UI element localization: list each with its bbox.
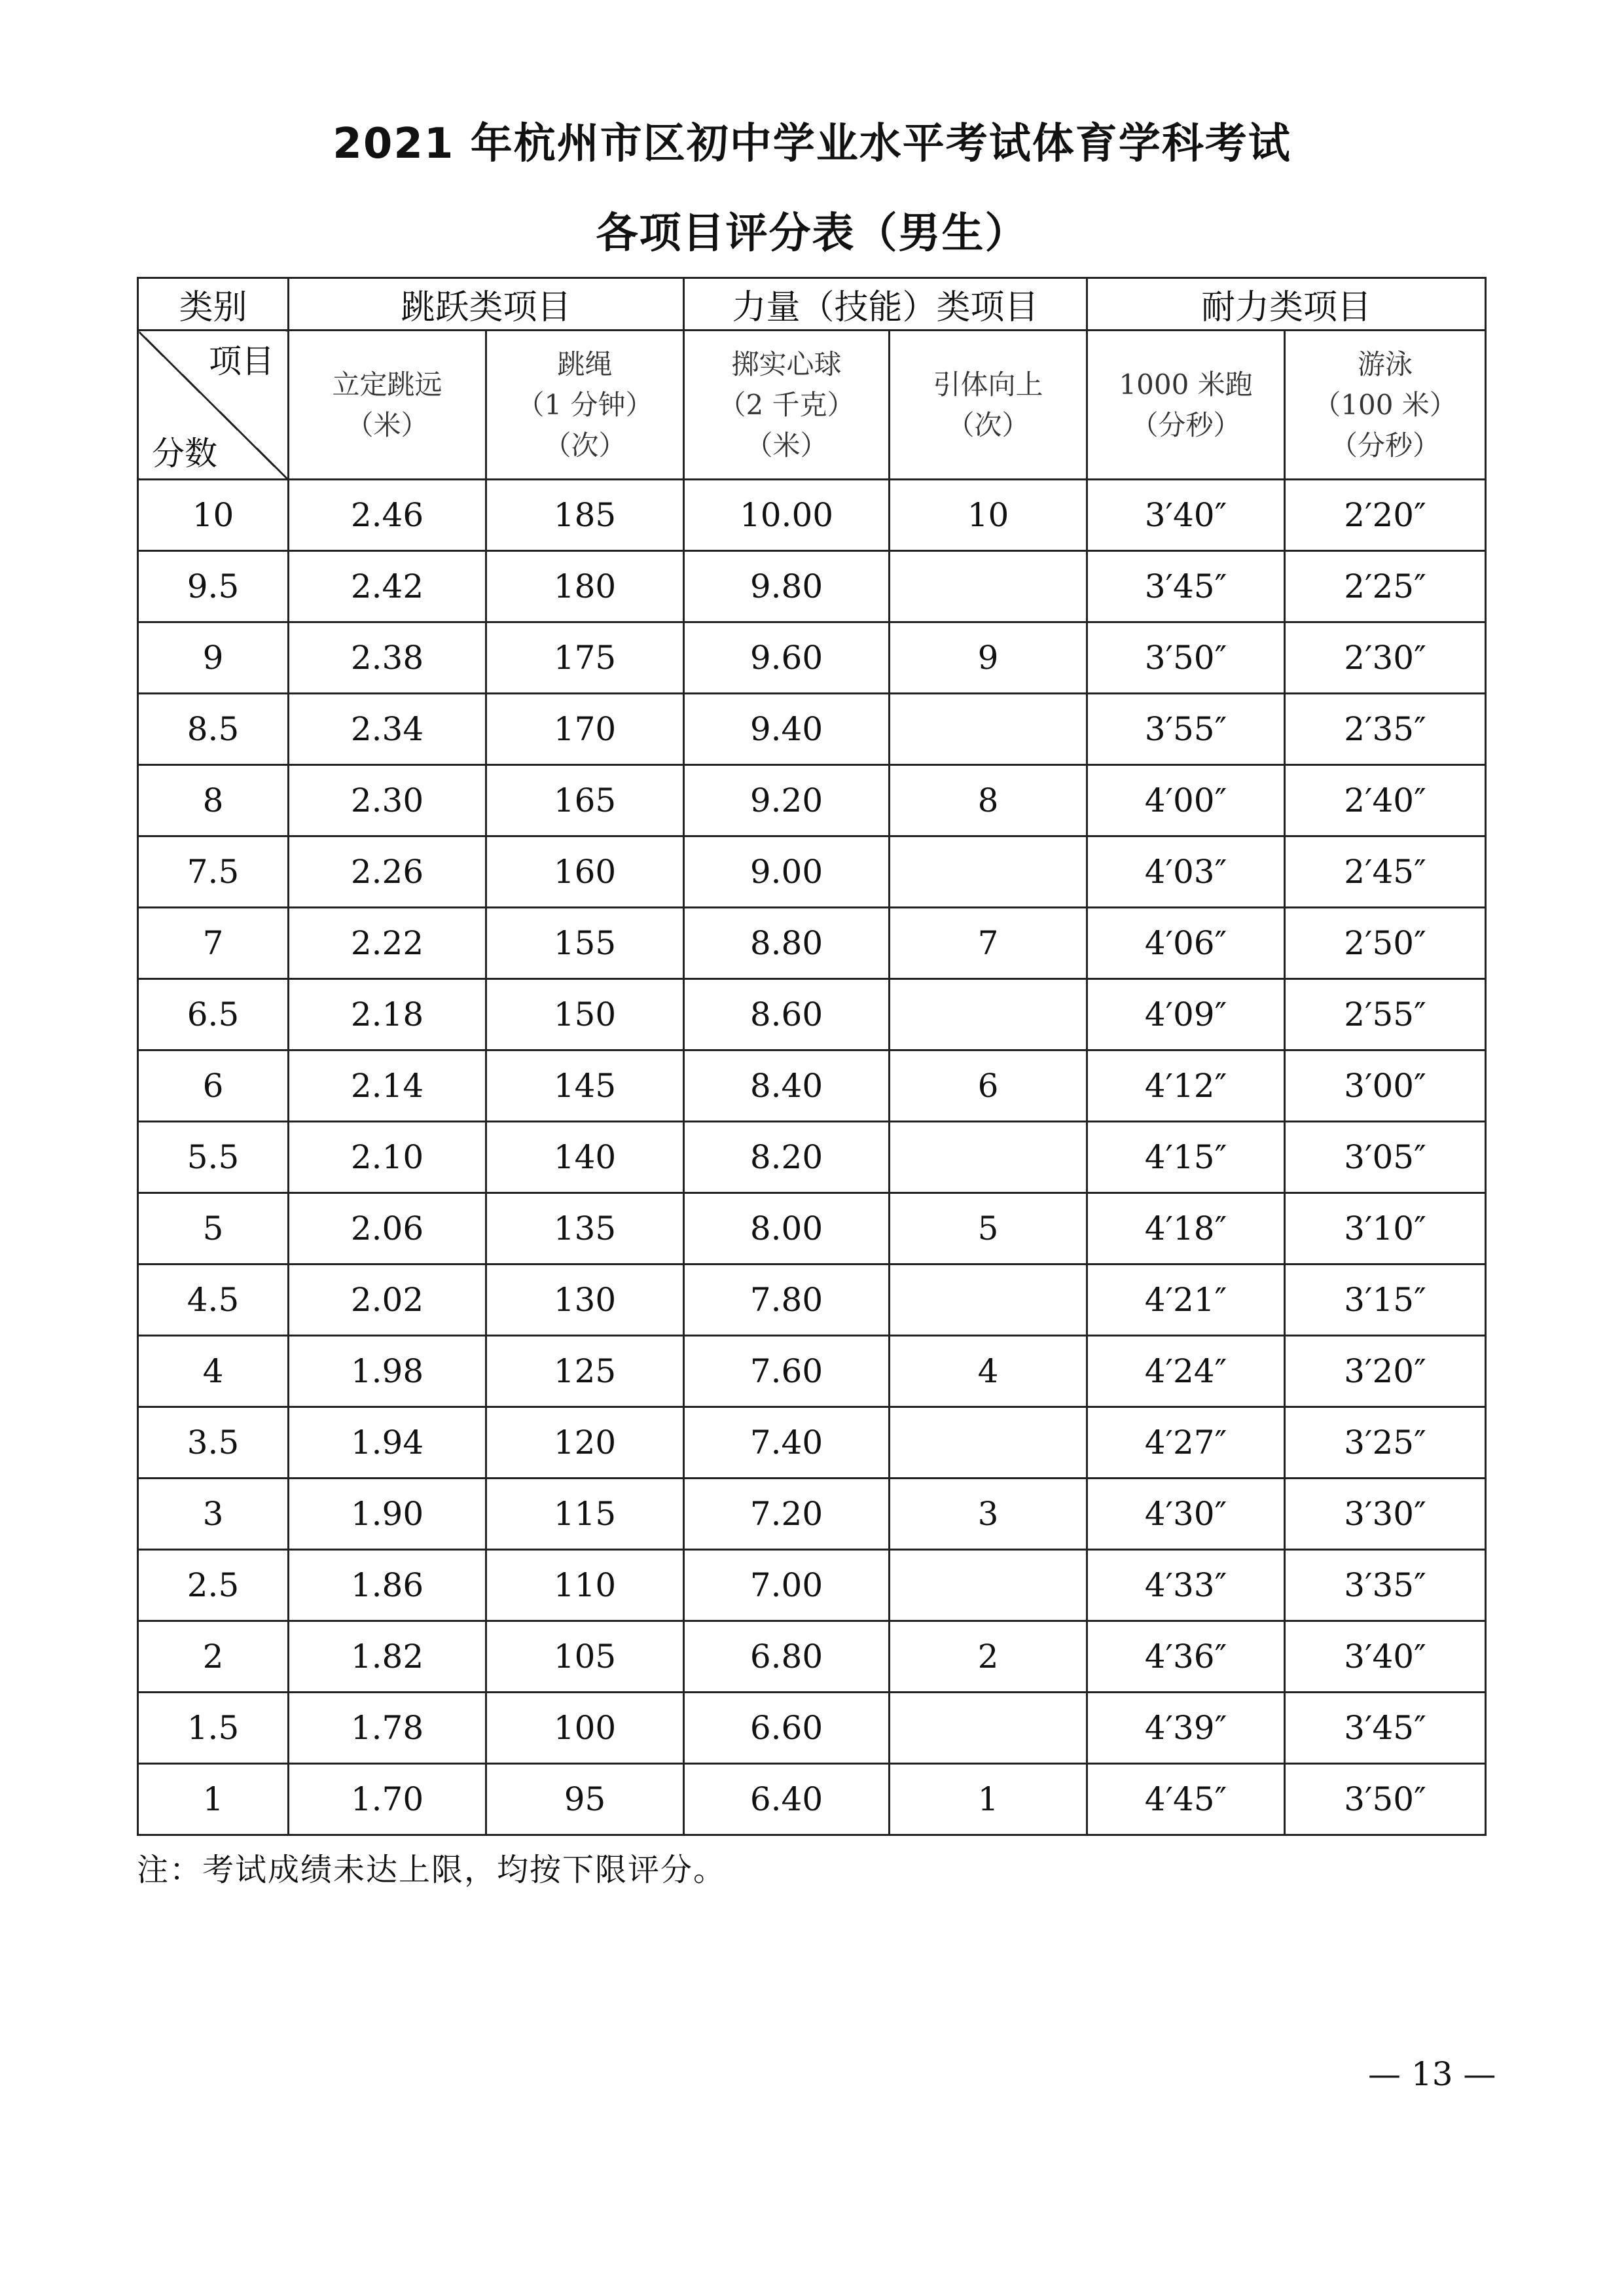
cell-medicine-ball: 8.00 (684, 1193, 890, 1265)
cell-swimming: 2′25″ (1285, 551, 1486, 622)
cell-rope-skipping: 105 (486, 1621, 684, 1693)
cell-pull-ups: 6 (890, 1050, 1087, 1122)
page-number: — 13 — (1368, 2055, 1496, 2093)
cell-score: 4.5 (138, 1265, 289, 1336)
cell-score: 7 (138, 908, 289, 979)
cell-swimming: 2′40″ (1285, 765, 1486, 836)
document-title: 2021 年杭州市区初中学业水平考试体育学科考试 (333, 120, 1291, 168)
item-swimming: 游泳 （100 米） （分秒） (1285, 331, 1486, 480)
cell-score: 3.5 (138, 1407, 289, 1479)
cell-swimming: 3′20″ (1285, 1336, 1486, 1407)
cell-pull-ups: 3 (890, 1479, 1087, 1550)
cell-pull-ups (890, 979, 1087, 1050)
cell-pull-ups: 4 (890, 1336, 1087, 1407)
table-row (138, 694, 1486, 765)
cell-1000m-run: 4′33″ (1087, 1550, 1285, 1621)
cell-medicine-ball: 6.40 (684, 1764, 890, 1835)
cell-score: 1 (138, 1764, 289, 1835)
item-rope-skipping: 跳绳 （1 分钟） （次） (486, 331, 684, 480)
cell-medicine-ball: 9.40 (684, 694, 890, 765)
cell-standing-long-jump: 1.82 (289, 1621, 486, 1693)
cell-pull-ups (890, 1550, 1087, 1621)
cell-rope-skipping: 120 (486, 1407, 684, 1479)
cell-swimming: 3′25″ (1285, 1407, 1486, 1479)
cell-swimming: 3′50″ (1285, 1764, 1486, 1835)
cell-rope-skipping: 160 (486, 836, 684, 908)
cell-swimming: 3′35″ (1285, 1550, 1486, 1621)
table-row (138, 480, 1486, 551)
cell-rope-skipping: 140 (486, 1122, 684, 1193)
cell-score: 8.5 (138, 694, 289, 765)
cell-standing-long-jump: 2.18 (289, 979, 486, 1050)
cell-standing-long-jump: 1.90 (289, 1479, 486, 1550)
cell-standing-long-jump: 1.86 (289, 1550, 486, 1621)
cell-1000m-run: 4′21″ (1087, 1265, 1285, 1336)
cell-medicine-ball: 7.20 (684, 1479, 890, 1550)
table-row (138, 1621, 1486, 1693)
cell-medicine-ball: 10.00 (684, 480, 890, 551)
cell-standing-long-jump: 1.94 (289, 1407, 486, 1479)
cell-swimming: 2′45″ (1285, 836, 1486, 908)
corner-item-label: 项目 (209, 342, 274, 380)
cell-pull-ups (890, 551, 1087, 622)
cell-pull-ups: 1 (890, 1764, 1087, 1835)
cell-swimming: 3′00″ (1285, 1050, 1486, 1122)
cell-pull-ups (890, 1693, 1087, 1764)
cell-swimming: 2′55″ (1285, 979, 1486, 1050)
cell-standing-long-jump: 1.70 (289, 1764, 486, 1835)
scoring-table (137, 277, 1487, 1836)
cell-score: 9.5 (138, 551, 289, 622)
table-row (138, 979, 1486, 1050)
cell-swimming: 3′15″ (1285, 1265, 1486, 1336)
cell-standing-long-jump: 2.26 (289, 836, 486, 908)
table-row (138, 1479, 1486, 1550)
cell-rope-skipping: 185 (486, 480, 684, 551)
item-header-row (138, 331, 1486, 480)
cell-score: 6.5 (138, 979, 289, 1050)
table-row (138, 551, 1486, 622)
cell-standing-long-jump: 2.42 (289, 551, 486, 622)
cell-standing-long-jump: 1.78 (289, 1693, 486, 1764)
cell-1000m-run: 4′06″ (1087, 908, 1285, 979)
cell-1000m-run: 4′12″ (1087, 1050, 1285, 1122)
document-subtitle: 各项目评分表（男生） (596, 209, 1028, 258)
cell-standing-long-jump: 2.10 (289, 1122, 486, 1193)
group-jump: 跳跃类项目 (289, 278, 684, 331)
cell-score: 2.5 (138, 1550, 289, 1621)
cell-swimming: 2′50″ (1285, 908, 1486, 979)
item-1000m-run: 1000 米跑 （分秒） (1087, 331, 1285, 480)
cell-standing-long-jump: 1.98 (289, 1336, 486, 1407)
cell-rope-skipping: 180 (486, 551, 684, 622)
cell-1000m-run: 4′24″ (1087, 1336, 1285, 1407)
cell-standing-long-jump: 2.46 (289, 480, 486, 551)
cell-medicine-ball: 9.80 (684, 551, 890, 622)
table-row (138, 836, 1486, 908)
cell-rope-skipping: 145 (486, 1050, 684, 1122)
cell-medicine-ball: 6.80 (684, 1621, 890, 1693)
cell-pull-ups (890, 1407, 1087, 1479)
cell-1000m-run: 4′27″ (1087, 1407, 1285, 1479)
table-row (138, 1407, 1486, 1479)
item-standing-long-jump: 立定跳远 （米） (289, 331, 486, 480)
table-row (138, 1193, 1486, 1265)
cell-standing-long-jump: 2.22 (289, 908, 486, 979)
cell-score: 2 (138, 1621, 289, 1693)
cell-rope-skipping: 135 (486, 1193, 684, 1265)
table-row (138, 1693, 1486, 1764)
table-row (138, 1265, 1486, 1336)
cell-1000m-run: 4′03″ (1087, 836, 1285, 908)
cell-score: 7.5 (138, 836, 289, 908)
table-row (138, 765, 1486, 836)
cell-medicine-ball: 8.80 (684, 908, 890, 979)
cell-rope-skipping: 170 (486, 694, 684, 765)
cell-score: 4 (138, 1336, 289, 1407)
cell-rope-skipping: 165 (486, 765, 684, 836)
cell-standing-long-jump: 2.30 (289, 765, 486, 836)
cell-pull-ups (890, 836, 1087, 908)
cell-1000m-run: 4′09″ (1087, 979, 1285, 1050)
cell-medicine-ball: 7.00 (684, 1550, 890, 1621)
cell-pull-ups: 2 (890, 1621, 1087, 1693)
cell-1000m-run: 3′40″ (1087, 480, 1285, 551)
cell-1000m-run: 4′00″ (1087, 765, 1285, 836)
cell-1000m-run: 4′39″ (1087, 1693, 1285, 1764)
table-row (138, 622, 1486, 694)
cell-pull-ups: 5 (890, 1193, 1087, 1265)
corner-score-label: 分数 (152, 435, 217, 473)
cell-score: 6 (138, 1050, 289, 1122)
cell-pull-ups: 10 (890, 480, 1087, 551)
cell-swimming: 3′40″ (1285, 1621, 1486, 1693)
table-row (138, 1122, 1486, 1193)
footnote: 注：考试成绩未达上限，均按下限评分。 (137, 1852, 727, 1888)
cell-medicine-ball: 9.60 (684, 622, 890, 694)
cell-1000m-run: 4′30″ (1087, 1479, 1285, 1550)
cell-standing-long-jump: 2.38 (289, 622, 486, 694)
cell-score: 10 (138, 480, 289, 551)
cell-rope-skipping: 130 (486, 1265, 684, 1336)
item-medicine-ball: 掷实心球 （2 千克） （米） (684, 331, 890, 480)
cell-1000m-run: 4′15″ (1087, 1122, 1285, 1193)
cell-medicine-ball: 7.60 (684, 1336, 890, 1407)
cell-score: 1.5 (138, 1693, 289, 1764)
cell-standing-long-jump: 2.02 (289, 1265, 486, 1336)
cell-1000m-run: 3′50″ (1087, 622, 1285, 694)
cell-medicine-ball: 6.60 (684, 1693, 890, 1764)
cell-1000m-run: 4′45″ (1087, 1764, 1285, 1835)
cell-rope-skipping: 150 (486, 979, 684, 1050)
cell-medicine-ball: 8.60 (684, 979, 890, 1050)
group-endurance: 耐力类项目 (1087, 278, 1486, 331)
cell-pull-ups (890, 694, 1087, 765)
cell-standing-long-jump: 2.34 (289, 694, 486, 765)
group-strength: 力量（技能）类项目 (684, 278, 1087, 331)
cell-standing-long-jump: 2.06 (289, 1193, 486, 1265)
cell-rope-skipping: 175 (486, 622, 684, 694)
table-row (138, 1050, 1486, 1122)
table-row (138, 1764, 1486, 1835)
cell-swimming: 2′35″ (1285, 694, 1486, 765)
cell-1000m-run: 3′55″ (1087, 694, 1285, 765)
table-row (138, 908, 1486, 979)
cell-score: 3 (138, 1479, 289, 1550)
cell-standing-long-jump: 2.14 (289, 1050, 486, 1122)
cell-rope-skipping: 155 (486, 908, 684, 979)
table-row (138, 1336, 1486, 1407)
cell-swimming: 3′05″ (1285, 1122, 1486, 1193)
cell-rope-skipping: 95 (486, 1764, 684, 1835)
cell-swimming: 2′20″ (1285, 480, 1486, 551)
category-header-row (138, 278, 1486, 331)
cell-swimming: 3′10″ (1285, 1193, 1486, 1265)
cell-pull-ups (890, 1122, 1087, 1193)
cell-swimming: 3′45″ (1285, 1693, 1486, 1764)
cell-pull-ups: 7 (890, 908, 1087, 979)
corner-cell (138, 331, 289, 480)
cell-score: 9 (138, 622, 289, 694)
cell-medicine-ball: 7.40 (684, 1407, 890, 1479)
cell-1000m-run: 3′45″ (1087, 551, 1285, 622)
cell-rope-skipping: 110 (486, 1550, 684, 1621)
cell-medicine-ball: 8.20 (684, 1122, 890, 1193)
cell-medicine-ball: 9.00 (684, 836, 890, 908)
cell-rope-skipping: 125 (486, 1336, 684, 1407)
cell-rope-skipping: 100 (486, 1693, 684, 1764)
cell-pull-ups (890, 1265, 1087, 1336)
cell-score: 5 (138, 1193, 289, 1265)
cell-medicine-ball: 7.80 (684, 1265, 890, 1336)
cell-score: 5.5 (138, 1122, 289, 1193)
cell-1000m-run: 4′36″ (1087, 1621, 1285, 1693)
cell-medicine-ball: 8.40 (684, 1050, 890, 1122)
cell-pull-ups: 8 (890, 765, 1087, 836)
item-pull-ups: 引体向上 （次） (890, 331, 1087, 480)
category-label: 类别 (138, 278, 289, 331)
cell-pull-ups: 9 (890, 622, 1087, 694)
cell-medicine-ball: 9.20 (684, 765, 890, 836)
cell-1000m-run: 4′18″ (1087, 1193, 1285, 1265)
cell-swimming: 3′30″ (1285, 1479, 1486, 1550)
table-row (138, 1550, 1486, 1621)
cell-score: 8 (138, 765, 289, 836)
cell-rope-skipping: 115 (486, 1479, 684, 1550)
cell-swimming: 2′30″ (1285, 622, 1486, 694)
